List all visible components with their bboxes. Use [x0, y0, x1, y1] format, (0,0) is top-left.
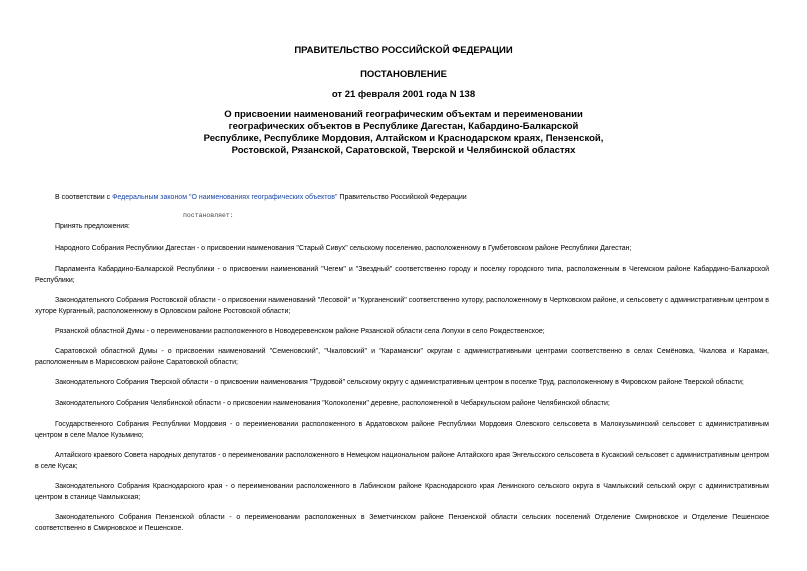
document-title: О присвоении наименований географическим объектам и переименовании географических объектов в Республике Дагестан, Кабардино-Балкарской Республике, Республике Мордовия, Алтайском и Краснодарском краях, Пензенской, Ростовской, Рязанской, Саратовской, Тверской и Челябинской областях	[203, 109, 604, 156]
item-ryazan: Рязанской областной Думы - о переименовании расположенного в Новодеревенском районе Рязанской области села Лопухи в село Рождественское;	[55, 328, 545, 335]
government-heading: ПРАВИТЕЛЬСТВО РОССИЙСКОЙ ФЕДЕРАЦИИ	[294, 45, 513, 56]
item-chelyabinsk: Законодательного Собрания Челябинской области - о присвоении наименования "Колоколенки" деревне, расположенной в Чебаркульском районе Челябинской области;	[55, 400, 610, 407]
item-mordovia	[35, 420, 769, 441]
item-tver: Законодательного Собрания Тверской области - о присвоении наименования "Трудовой" сельскому округу с административным центром в поселке Труд, расположенному в Фировском районе Тверской области;	[55, 379, 744, 386]
preamble-after-link: Правительство Российской Федерации	[337, 194, 467, 201]
item-mordovia-text: Государственного Собрания Республики Мордовия - о переименовании расположенного в Ардатовском районе Республики Мордовия Олевского сельсовета в Малокузьминский сельсовет с административным центром в селе Малое Кузьмино;	[35, 421, 769, 439]
date-number-heading: от 21 февраля 2001 года N 138	[331, 89, 476, 100]
item-saratov	[35, 347, 769, 368]
decree-word: постановляет:	[183, 212, 234, 219]
preamble-paragraph	[55, 193, 769, 204]
item-rostov	[35, 296, 769, 317]
item-saratov-text: Саратовской областной Думы - о присвоении наименований "Семеновский", "Чкаловский" и "Карамански" округам с административными центрами соответственно в селах Семёновка, Чкалова и Караман, расположенным в Марксовском районе Саратовской области;	[35, 348, 769, 366]
item-penza-text: Законодательного Собрания Пензенской области - о переименовании расположенных в Земетчинском районе Пензенской области сельских поселений Отделение Смирновское и Отделение Пешенское соответственно в Смирновское и Пешенское.	[35, 514, 769, 532]
item-kabardino-balkaria	[35, 265, 769, 286]
item-dagestan: Народного Собрания Республики Дагестан - о присвоении наименования "Старый Сивух" сельскому поселению, расположенному в Гумбетовском районе Республики Дагестан;	[55, 245, 632, 252]
item-altai	[35, 451, 769, 472]
doc-type-heading: ПОСТАНОВЛЕНИЕ	[360, 69, 447, 80]
federal-law-link[interactable]: Федеральным законом "О наименованиях географических объектов"	[112, 194, 338, 201]
item-rostov-text: Законодательного Собрания Ростовской области - о присвоении наименований "Лесовой" и "Курганенский" соответственно хутору, расположенному в Чертковском районе, и сельсовету с административным центром в хуторе Курганный, расположенному в Орловском районе Ростовской области;	[35, 297, 769, 315]
item-kabardino-balkaria-text: Парламента Кабардино-Балкарской Республики - о присвоении наименований "Чегем" и "Звездный" соответственно городу и поселку городского типа, расположенным в Чегемском районе Кабардино-Балкарской Республики;	[35, 266, 769, 284]
item-penza	[35, 513, 769, 534]
item-altai-text: Алтайского краевого Совета народных депутатов - о переименовании расположенного в Немецком национальном районе Алтайского края Энгельсского сельсовета в Кусакский сельсовет с административным центром в селе Кусак;	[35, 452, 769, 470]
accept-paragraph: Принять предложения:	[55, 223, 130, 230]
item-krasnodar-text: Законодательного Собрания Краснодарского края - о переименовании расположенного в Лабинском районе Краснодарского края Ленинского сельского округа в Чамлыкский сельский округ с административным центром в станице Чамлыкская;	[35, 483, 769, 501]
preamble-before-link: В соответствии с	[55, 194, 113, 201]
item-krasnodar	[35, 482, 769, 503]
